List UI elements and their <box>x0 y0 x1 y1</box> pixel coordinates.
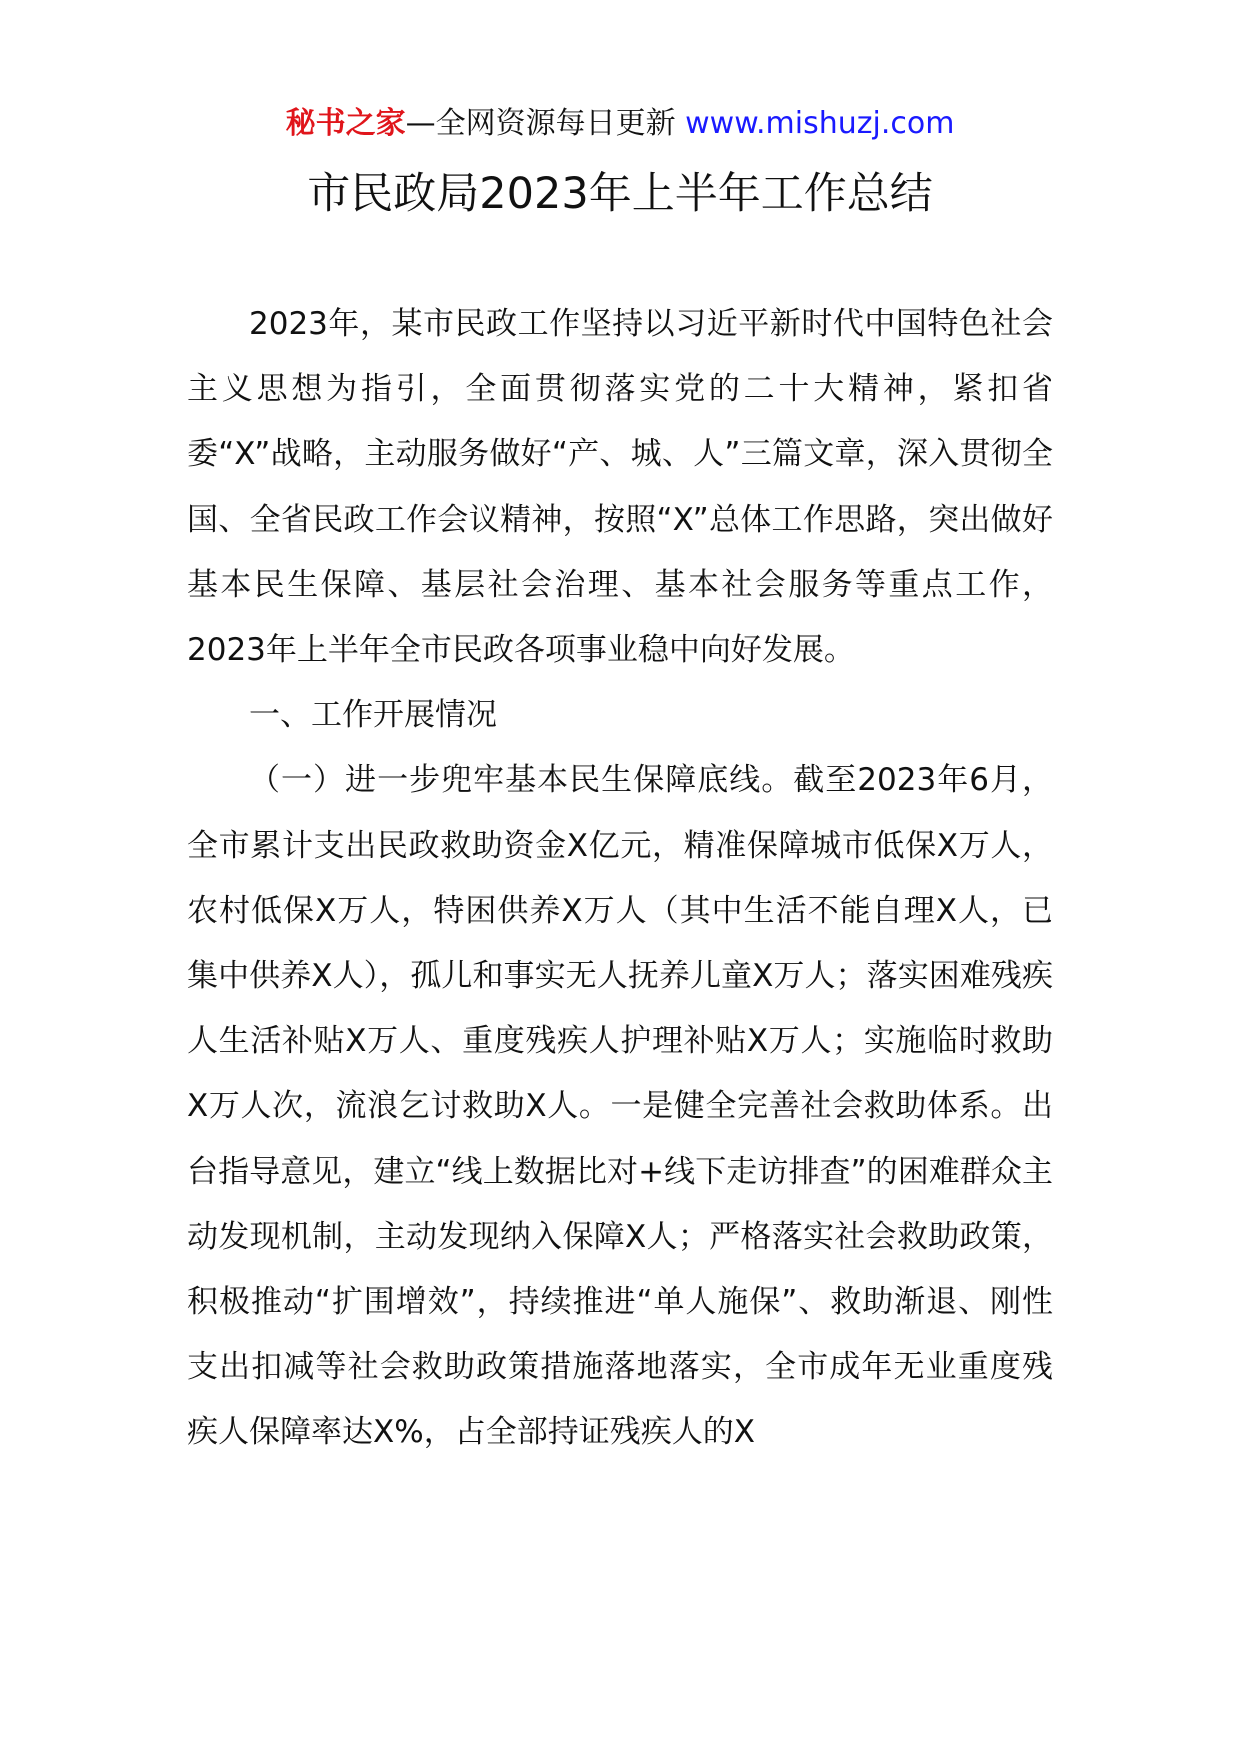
site-url-link[interactable]: www.mishuzj.com <box>685 106 955 141</box>
site-slogan: —全网资源每日更新 <box>405 106 686 141</box>
document-title: 市民政局2023年上半年工作总结 <box>307 169 933 219</box>
section-heading: 一、工作开展情况 <box>249 697 497 734</box>
document-body <box>187 292 1053 1466</box>
site-header <box>0 102 1240 146</box>
paragraph-intro: 2023年，某市民政工作坚持以习近平新时代中国特色社会主义思想为指引，全面贯彻落实党的二十大精神，紧扣省委“X”战略，主动服务做好“产、城、人”三篇文章，深入贯彻全国、全省民政工作会议精神，按照“X”总体工作思路，突出做好基本民生保障、基层社会治理、基本社会服务等重点工作，2023年上半年全市民政各项事业稳中向好发展。 <box>187 306 1053 669</box>
paragraph-section-1: （一）进一步兜牢基本民生保障底线。截至2023年6月，全市累计支出民政救助资金X亿元，精准保障城市低保X万人，农村低保X万人，特困供养X万人（其中生活不能自理X人，已集中供养X人），孤儿和事实无人抚养儿童X万人；落实困难残疾人生活补贴X万人、重度残疾人护理补贴X万人；实施临时救助X万人次，流浪乞讨救助X人。一是健全完善社会救助体系。出台指导意见，建立“线上数据比对+线下走访排查”的困难群众主动发现机制，主动发现纳入保障X人；严格落实社会救助政策，积极推动“扩围增效”，持续推进“单人施保”、救助渐退、刚性支出扣减等社会救助政策措施落地落实，全市成年无业重度残疾人保障率达X%，占全部持证残疾人的X <box>187 762 1053 1451</box>
site-brand: 秘书之家 <box>285 106 406 141</box>
